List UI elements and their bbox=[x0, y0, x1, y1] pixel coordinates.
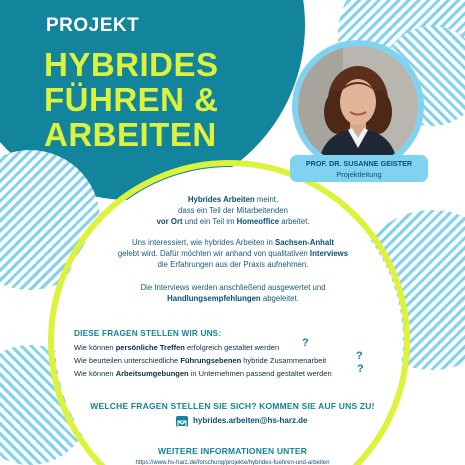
portrait-photo bbox=[298, 46, 418, 166]
question-item: Wie können persönliche Treffen erfolgreich gestaltet werden bbox=[74, 343, 280, 352]
questions-heading: DIESE FRAGEN STELLEN WIR UNS: bbox=[74, 329, 222, 338]
title-line: HYBRIDES bbox=[44, 46, 219, 83]
envelope-icon bbox=[176, 416, 188, 427]
contact-email-link[interactable]: hybrides.arbeiten@hs-harz.de bbox=[193, 416, 308, 425]
title-line: ARBEITEN bbox=[44, 116, 217, 153]
intro-paragraph: Hybrides Arbeiten meint, dass ein Teil der Mitarbeitenden vor Ort und ein Teil im Homeoffice arbeitet. bbox=[156, 195, 310, 226]
question-item: Wie beurteilen unterschiedliche Führungsebenen hybride Zusammenarbeit bbox=[74, 356, 327, 365]
intro-paragraph: Die Interviews werden anschließend ausgewertet und Handlungsempfehlungen abgeleitet. bbox=[140, 283, 326, 303]
title-line: FÜHREN & bbox=[44, 81, 219, 118]
question-item: Wie können Arbeitsumgebungen in Unternehmen passend gestaltet werden bbox=[74, 369, 332, 378]
info-url-link[interactable]: https://www.hs-harz.de/forschung/projekte/hybrides-fuehren-und-arbeiten bbox=[135, 460, 330, 465]
person-name: PROF. DR. SUSANNE GEISTER bbox=[305, 159, 413, 168]
question-mark-icon: ? bbox=[357, 363, 364, 375]
question-mark-icon: ? bbox=[356, 350, 363, 362]
contact-call-to-action: WELCHE FRAGEN STELLEN SIE SICH? KOMMEN SIE AUF UNS ZU! bbox=[90, 401, 375, 411]
project-kicker: PROJEKT bbox=[46, 15, 140, 36]
portrait-illustration bbox=[298, 46, 418, 166]
page-title bbox=[44, 47, 219, 152]
person-role: Projektleitung bbox=[336, 170, 382, 179]
person-name-badge bbox=[290, 155, 428, 182]
envelope-glyph bbox=[176, 418, 188, 429]
question-mark-icon: ? bbox=[302, 337, 309, 349]
intro-paragraph: Uns interessiert, wie hybrides Arbeiten in Sachsen-Anhalt gelebt wird. Dafür möchten wir anhand von qualitativen Interviews die Erfahrungen aus der Praxis aufnehmen. bbox=[117, 238, 349, 269]
info-heading: WEITERE INFORMATIONEN UNTER bbox=[157, 446, 308, 456]
